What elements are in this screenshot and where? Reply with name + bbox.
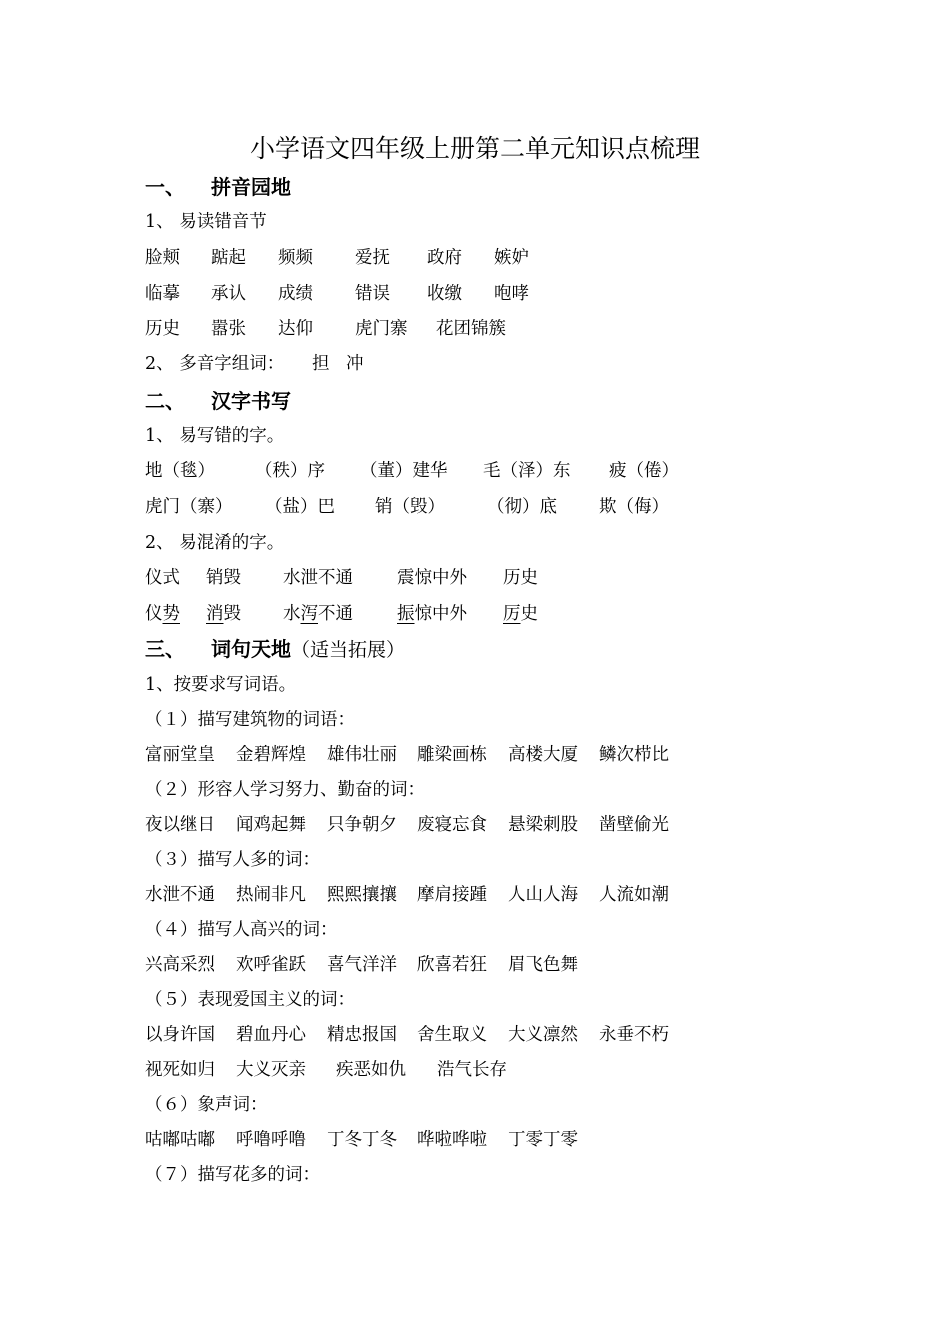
word: 历史 [145, 319, 180, 339]
section-title: 汉字书写 [211, 389, 291, 413]
word: 悬梁刺股 [508, 815, 578, 835]
subheading: 1、 易写错的字。 [145, 426, 285, 446]
word: 人山人海 [508, 885, 578, 905]
word: 冲 [346, 354, 364, 374]
word: 碧血丹心 [236, 1025, 306, 1045]
subheading: 2、 易混淆的字。 [145, 533, 285, 553]
section-number: 三、 [145, 637, 185, 661]
section-heading-words [145, 634, 405, 665]
word: 富丽堂皇 [145, 745, 215, 765]
word: 振惊中外 [397, 604, 467, 624]
word: 眉飞色舞 [508, 955, 578, 975]
word: 收缴 [427, 284, 462, 304]
group-label: （２）形容人学习努力、勤奋的词： [145, 780, 425, 800]
word: 凿壁偷光 [599, 815, 669, 835]
subheading: 1、 易读错音节 [145, 212, 267, 232]
word: 只争朝夕 [327, 815, 397, 835]
word: 担 [312, 354, 330, 374]
word: 虎门（寨） [145, 497, 233, 517]
group-label: （６）象声词： [145, 1095, 268, 1115]
word: 地（毯） [145, 461, 215, 481]
word: 雄伟壮丽 [327, 745, 397, 765]
section-number: 二、 [145, 389, 185, 413]
word: 脸颊 [145, 248, 180, 268]
word: 错误 [355, 284, 390, 304]
section-heading-pinyin [145, 172, 291, 202]
word: （彻）底 [487, 497, 557, 517]
underlined-char: 泻 [300, 604, 318, 624]
word: 消毁 [206, 604, 241, 624]
word: 疲（倦） [609, 461, 679, 481]
word: 厉史 [503, 604, 538, 624]
section-title: 拼音园地 [211, 175, 291, 199]
word: 水泻不通 [283, 604, 353, 624]
word: 高楼大厦 [508, 745, 578, 765]
word: 金碧辉煌 [236, 745, 306, 765]
section-title: 词句天地 [211, 637, 291, 661]
underlined-char: 消 [206, 604, 224, 624]
word: （秩）序 [255, 461, 325, 481]
word: 嚣张 [211, 319, 246, 339]
word: （盐）巴 [265, 497, 335, 517]
word: 闻鸡起舞 [236, 815, 306, 835]
word: 浩气长存 [437, 1060, 507, 1080]
word: 熙熙攘攘 [327, 885, 397, 905]
subheading: 1、按要求写词语。 [145, 675, 297, 695]
word: 虎门寨 [355, 319, 408, 339]
word: 水泄不通 [145, 885, 215, 905]
subheading: 2、 多音字组词： [145, 354, 285, 374]
word: 视死如归 [145, 1060, 215, 1080]
group-label: （７）描写花多的词： [145, 1165, 320, 1185]
word: 临摹 [145, 284, 180, 304]
underlined-char: 势 [162, 604, 180, 624]
word: 呼噜呼噜 [236, 1130, 306, 1150]
word: 哗啦哗啦 [417, 1130, 487, 1150]
word: 疾恶如仇 [336, 1060, 406, 1080]
word: 历史 [503, 568, 538, 588]
word: 销毁 [206, 568, 241, 588]
word: 政府 [427, 248, 462, 268]
word: 丁冬丁冬 [327, 1130, 397, 1150]
word: 丁零丁零 [508, 1130, 578, 1150]
word: 踮起 [211, 248, 246, 268]
word: 大义灭亲 [236, 1060, 306, 1080]
word: 以身许国 [145, 1025, 215, 1045]
group-label: （３）描写人多的词： [145, 850, 320, 870]
word: 仪式 [145, 568, 180, 588]
word: 雕梁画栋 [417, 745, 487, 765]
word: 热闹非凡 [236, 885, 306, 905]
word: 仪势 [145, 604, 180, 624]
section-note: （适当拓展） [291, 639, 406, 661]
word: 大义凛然 [508, 1025, 578, 1045]
word: 达仰 [278, 319, 313, 339]
word: 欺（侮） [599, 497, 669, 517]
word: 废寝忘食 [417, 815, 487, 835]
page-title: 小学语文四年级上册第二单元知识点梳理 [249, 134, 700, 163]
word: 咆哮 [494, 284, 529, 304]
word: 成绩 [278, 284, 313, 304]
group-label: （４）描写人高兴的词： [145, 920, 338, 940]
underlined-char: 振 [397, 604, 415, 624]
word: （董）建华 [360, 461, 448, 481]
word: 频频 [278, 248, 313, 268]
underlined-char: 厉 [503, 604, 521, 624]
word: 舍生取义 [417, 1025, 487, 1045]
section-heading-writing [145, 386, 291, 416]
word: 震惊中外 [397, 568, 467, 588]
word: 摩肩接踵 [417, 885, 487, 905]
word: 销（毁） [375, 497, 445, 517]
word: 精忠报国 [327, 1025, 397, 1045]
word: 毛（泽）东 [483, 461, 571, 481]
group-label: （５）表现爱国主义的词： [145, 990, 355, 1010]
word: 爱抚 [355, 248, 390, 268]
word: 欣喜若狂 [417, 955, 487, 975]
word: 水泄不通 [283, 568, 353, 588]
word: 人流如潮 [599, 885, 669, 905]
word: 喜气洋洋 [327, 955, 397, 975]
word: 兴高采烈 [145, 955, 215, 975]
word: 嫉妒 [494, 248, 529, 268]
word: 夜以继日 [145, 815, 215, 835]
group-label: （１）描写建筑物的词语： [145, 710, 355, 730]
word: 欢呼雀跃 [236, 955, 306, 975]
word: 永垂不朽 [599, 1025, 669, 1045]
word: 咕嘟咕嘟 [145, 1130, 215, 1150]
section-number: 一、 [145, 175, 185, 199]
word: 花团锦簇 [436, 319, 506, 339]
word: 鳞次栉比 [599, 745, 669, 765]
word: 承认 [211, 284, 246, 304]
